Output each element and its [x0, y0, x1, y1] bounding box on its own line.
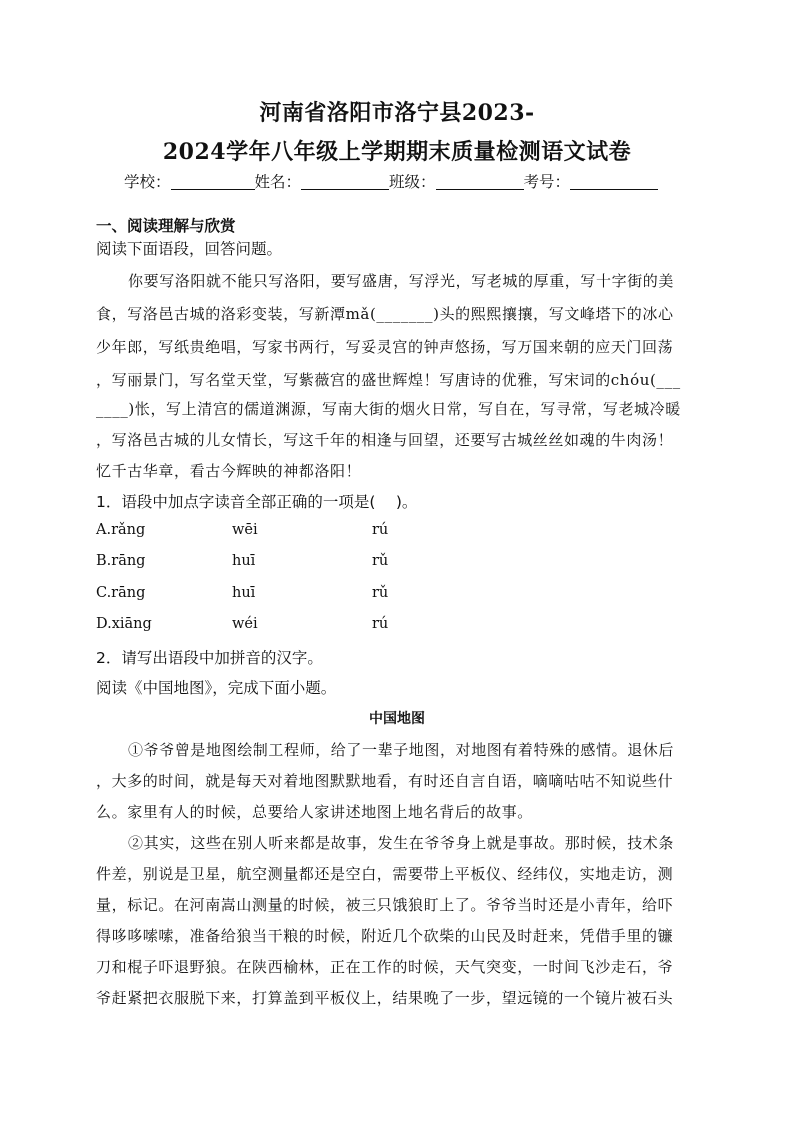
- class-blank[interactable]: [436, 175, 524, 190]
- article-line: ，大多的时间，就是每天对着地图默默地看，有时还自言自语，嘀嘀咕咕不知说些什: [96, 772, 674, 790]
- option-d-2: wéi: [232, 616, 258, 632]
- option-a[interactable]: [96, 522, 389, 538]
- article-line: 得哆哆嗦嗦，准备给狼当干粮的时候，附近几个砍柴的山民及时赶来，凭借手里的镰: [96, 927, 674, 945]
- option-d-3: rú: [372, 616, 389, 632]
- article-line: ①爷爷曾是地图绘制工程师，给了一辈子地图，对地图有着特殊的感情。退休后: [128, 741, 675, 759]
- school-blank[interactable]: [171, 175, 255, 190]
- student-info-line: [124, 170, 684, 192]
- option-a-1: A.rǎng: [96, 522, 146, 538]
- article-line: 么。家里有人的时候，总要给人家讲述地图上地名背后的故事。: [96, 803, 533, 821]
- school-label: 学校：: [124, 173, 171, 191]
- article-line: 量，标记。在河南嵩山测量的时候，被三只饿狼盯上了。爷爷当时还是小青年，给吓: [96, 896, 674, 914]
- exam-title-line1: 河南省洛阳市洛宁县2023-: [259, 100, 535, 126]
- option-a-3: rú: [372, 522, 389, 538]
- option-c-1: C.rāng: [96, 585, 146, 601]
- passage-line: 忆千古华章，看古今辉映的神都洛阳！: [96, 462, 362, 480]
- option-b-1: B.rāng: [96, 553, 146, 569]
- article-line: 件差，别说是卫星，航空测量都还是空白，需要带上平板仪、经纬仪，实地走访，测: [96, 865, 674, 883]
- passage-line: ，写丽景门，写名堂天堂，写紫薇宫的盛世辉煌！写唐诗的优雅，写宋词的chóu(___: [96, 371, 681, 389]
- option-b-3: rǔ: [372, 553, 389, 569]
- option-c[interactable]: [96, 585, 389, 601]
- article-line: 刀和棍子吓退野狼。在陕西榆林，正在工作的时候，天气突变，一时间飞沙走石，爷: [96, 958, 674, 976]
- question-2: 2．请写出语段中加拼音的汉字。: [96, 649, 323, 667]
- option-d-1: D.xiāng: [96, 616, 152, 632]
- passage-line: ，写洛邑古城的儿女情长，写这千年的相逢与回望，还要写古城丝丝如魂的牛肉汤！: [96, 431, 674, 449]
- name-label: 姓名：: [254, 173, 302, 191]
- name-blank[interactable]: [301, 175, 389, 190]
- option-b[interactable]: [96, 553, 389, 569]
- passage-line: 少年郎，写纸贵绝唱，写家书两行，写妥灵宫的钟声悠扬，写万国来朝的应天门回荡: [96, 338, 674, 356]
- reading-instruction-2: 阅读《中国地图》，完成下面小题。: [96, 679, 337, 697]
- exam-number-label: 考号：: [523, 173, 571, 191]
- option-a-2: wēi: [232, 522, 258, 538]
- article-title: 中国地图: [369, 711, 425, 727]
- option-c-3: rǔ: [372, 585, 389, 601]
- option-c-2: huī: [232, 585, 256, 601]
- class-label: 班级：: [389, 173, 436, 191]
- passage-line: 你要写洛阳就不能只写洛阳，要写盛唐，写浮光，写老城的厚重，写十字街的美: [128, 272, 675, 290]
- reading-instruction: 阅读下面语段，回答问题。: [96, 240, 283, 258]
- section-heading: 一、阅读理解与欣赏: [96, 217, 236, 235]
- option-d[interactable]: [96, 616, 389, 632]
- option-b-2: huī: [232, 553, 256, 569]
- passage-line: ____)怅，写上清宫的儒道渊源，写南大街的烟火日常，写自在，写寻常，写老城冷暖: [96, 400, 681, 418]
- question-1: 1．语段中加点字读音全部正确的一项是( )。: [96, 493, 418, 511]
- passage-line: 食，写洛邑古城的洛彩变装，写新潭mǎ(_______)头的熙熙攘攘，写文峰塔下的冰心: [96, 305, 674, 323]
- article-line: ②其实，这些在别人听来都是故事，发生在爷爷身上就是事故。那时候，技术条: [128, 834, 675, 852]
- exam-title-line2: 2024学年八年级上学期期末质量检测语文试卷: [162, 139, 632, 165]
- article-line: 爷赶紧把衣服脱下来，打算盖到平板仪上，结果晚了一步，望远镜的一个镜片被石头: [96, 989, 674, 1007]
- exam-number-blank[interactable]: [570, 175, 658, 190]
